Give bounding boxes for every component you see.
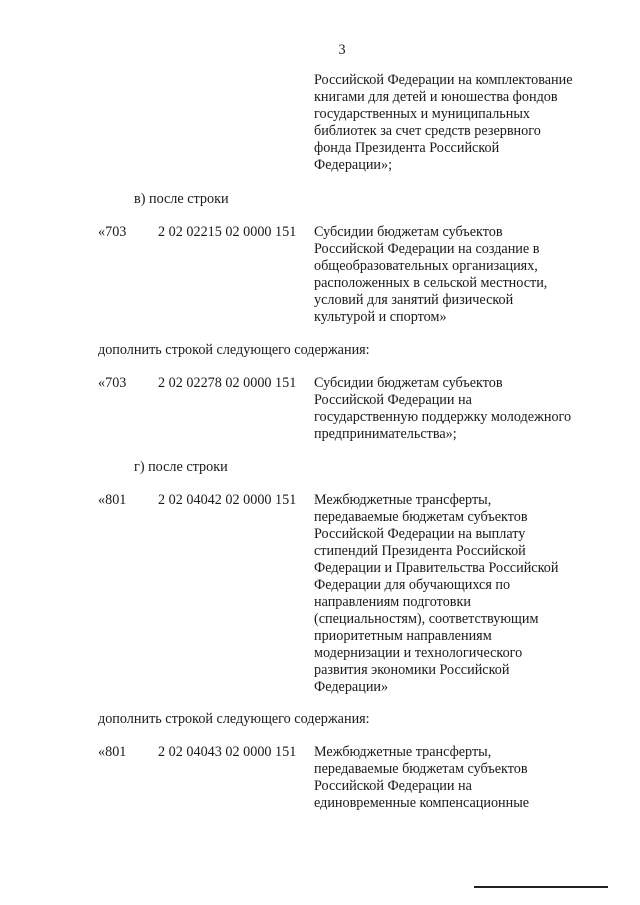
page-number: 3 [338,42,346,58]
row-description: Межбюджетные трансферты, передаваемые бюджетам субъектов Российской Федерации на единовременные компенсационные [314,744,530,811]
row-description: Субсидии бюджетам субъектов Российской Федерации на создание в общеобразовательных организациях, расположенных в сельской местности, условий для занятий физической культурой и спортом» [314,224,548,325]
row-kbk: 2 02 04043 02 0000 151 [158,744,297,760]
section-g-append-intro: дополнить строкой следующего содержания: [98,711,370,727]
row-description: Межбюджетные трансферты, передаваемые бюджетам субъектов Российской Федерации на выплату стипендий Президента Российской Федерации и Правительства Российской Федерации для обучающихся по направлениям подготовки (специальностям), соответствующим приоритетным направлениям модернизации и технологического развития экономики Российской Федерации» [314,492,559,695]
row-code: «801 [98,492,127,508]
section-v-intro: в) после строки [134,191,229,207]
row-description: Субсидии бюджетам субъектов Российской Федерации на государственную поддержку молодежного предпринимательства»; [314,375,572,442]
row-kbk: 2 02 04042 02 0000 151 [158,492,297,508]
row-code: «703 [98,375,127,391]
section-v-append-intro: дополнить строкой следующего содержания: [98,342,370,358]
row-code: «801 [98,744,127,760]
section-g-intro: г) после строки [134,459,228,475]
row-kbk: 2 02 02278 02 0000 151 [158,375,297,391]
footer-rule [474,886,608,888]
continuation-text: Российской Федерации на комплектование книгами для детей и юношества фондов государственных и муниципальных библиотек за счет средств резервного фонда Президента Российской Федерации»; [314,72,573,173]
row-kbk: 2 02 02215 02 0000 151 [158,224,297,240]
row-code: «703 [98,224,127,240]
